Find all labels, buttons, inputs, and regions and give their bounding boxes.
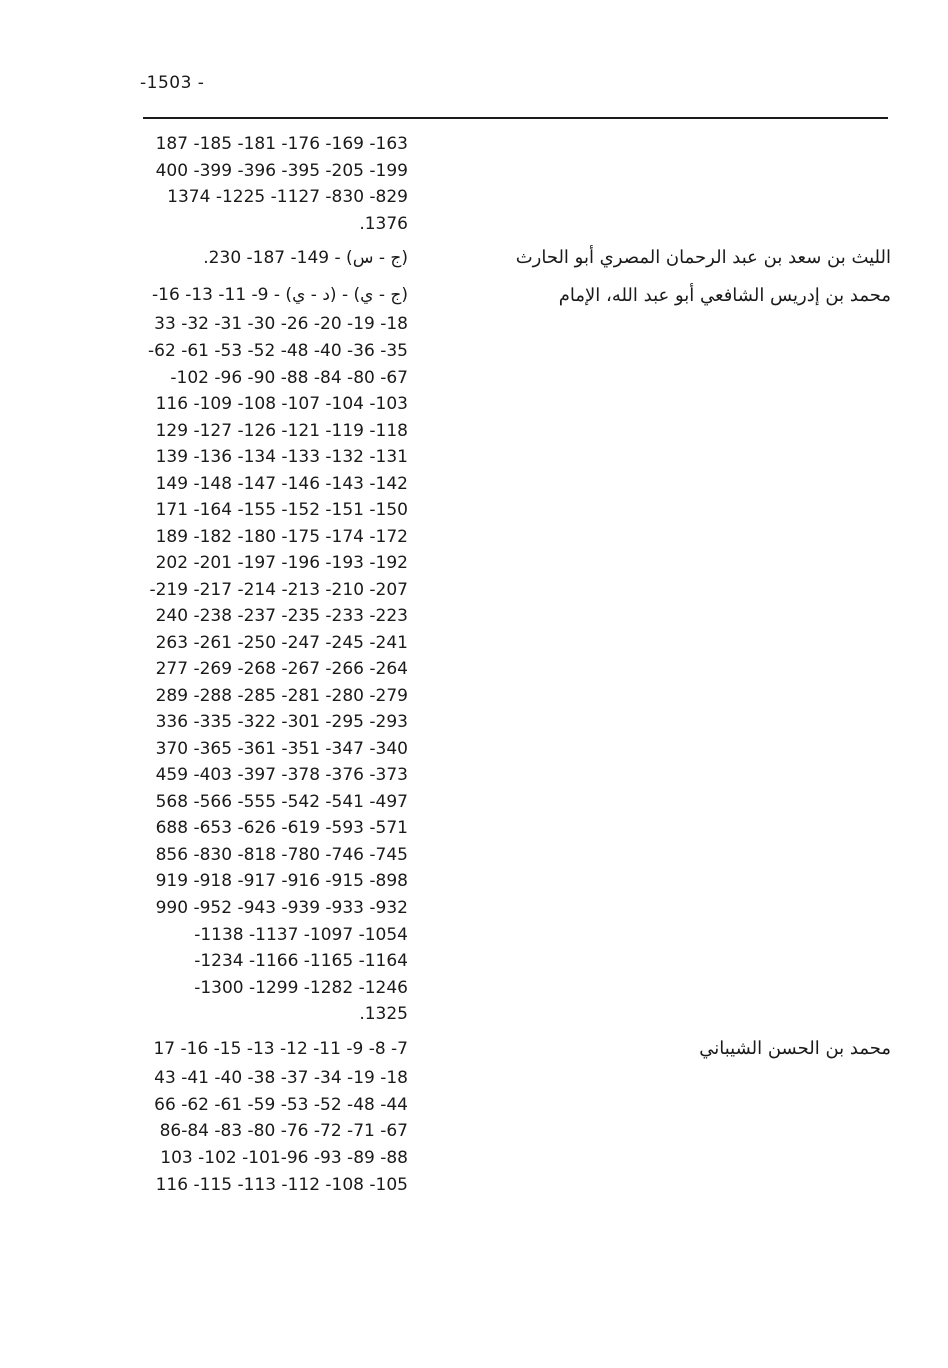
reference-line: -1138 -1137 -1097 -1054 [194, 925, 408, 945]
reference-line: .1325 [359, 1004, 408, 1024]
reference-line: 139 -136 -134 -133 -132 -131 [155, 447, 408, 467]
reference-line: 856 -830 -818 -780 -746 -745 [155, 845, 408, 865]
entry-name: محمد بن الحسن الشيباني [699, 1038, 891, 1059]
reference-line: 990 -952 -943 -939 -933 -932 [155, 898, 408, 918]
reference-line: .230 -187 -149 - (ج - س) [203, 248, 408, 268]
reference-line: 263 -261 -250 -247 -245 -241 [155, 633, 408, 653]
reference-line: 277 -269 -268 -267 -266 -264 [155, 659, 408, 679]
reference-line: -102 -96 -90 -88 -84 -80 -67 [170, 368, 408, 388]
reference-line: 17 -16 -15 -13 -12 -11 -9 -8 -7 [153, 1039, 408, 1059]
reference-line: 103 -102 -101-96 -93 -89 -88 [160, 1148, 408, 1168]
reference-line: 336 -335 -322 -301 -295 -293 [155, 712, 408, 732]
reference-line: 171 -164 -155 -152 -151 -150 [155, 500, 408, 520]
reference-line: 187 -185 -181 -176 -169 -163 [155, 134, 408, 154]
reference-line: 66 -62 -61 -59 -53 -52 -48 -44 [154, 1095, 408, 1115]
reference-line: -16 -13 -11 -9 - (د - ي) - (ج - ي) [152, 285, 408, 305]
reference-line: 919 -918 -917 -916 -915 -898 [155, 871, 408, 891]
reference-line: 129 -127 -126 -121 -119 -118 [155, 421, 408, 441]
reference-line: .1376 [359, 214, 408, 234]
reference-line: -1234 -1166 -1165 -1164 [194, 951, 408, 971]
reference-line: 116 -115 -113 -112 -108 -105 [155, 1175, 408, 1195]
reference-line: 33 -32 -31 -30 -26 -20 -19 -18 [154, 314, 408, 334]
entry-name: محمد بن إدريس الشافعي أبو عبد الله، الإمام [558, 285, 891, 306]
reference-line: 568 -566 -555 -542 -541 -497 [155, 792, 408, 812]
entry-name: الليث بن سعد بن عبد الرحمان المصري أبو الحارث [515, 247, 891, 268]
reference-line: 189 -182 -180 -175 -174 -172 [155, 527, 408, 547]
reference-line: 400 -399 -396 -395 -205 -199 [155, 161, 408, 181]
reference-line: 116 -109 -108 -107 -104 -103 [155, 394, 408, 414]
page-number: -1503 - [140, 73, 205, 93]
header-rule [143, 117, 888, 119]
reference-line: 149 -148 -147 -146 -143 -142 [155, 474, 408, 494]
reference-line: 289 -288 -285 -281 -280 -279 [155, 686, 408, 706]
reference-line: -1300 -1299 -1282 -1246 [194, 978, 408, 998]
reference-line: 202 -201 -197 -196 -193 -192 [155, 553, 408, 573]
reference-line: -219 -217 -214 -213 -210 -207 [149, 580, 408, 600]
reference-line: 1374 -1225 -1127 -830 -829 [167, 187, 408, 207]
reference-line: 240 -238 -237 -235 -233 -223 [155, 606, 408, 626]
reference-line: 459 -403 -397 -378 -376 -373 [155, 765, 408, 785]
reference-line: 86-84 -83 -80 -76 -72 -71 -67 [159, 1121, 408, 1141]
reference-line: 370 -365 -361 -351 -347 -340 [155, 739, 408, 759]
reference-line: 688 -653 -626 -619 -593 -571 [155, 818, 408, 838]
reference-line: -62 -61 -53 -52 -48 -40 -36 -35 [148, 341, 408, 361]
reference-line: 43 -41 -40 -38 -37 -34 -19 -18 [154, 1068, 408, 1088]
